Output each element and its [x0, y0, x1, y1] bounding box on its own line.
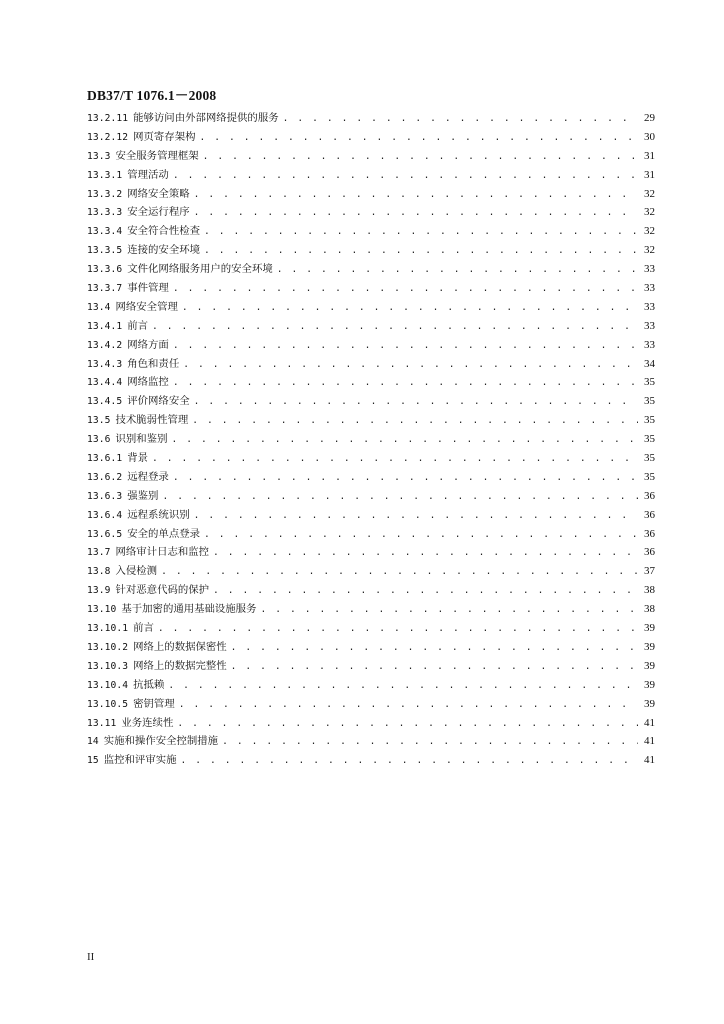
toc-entry-number: 13.8 [87, 566, 111, 578]
toc-entry[interactable] [87, 166, 655, 185]
toc-entry[interactable] [87, 676, 655, 695]
toc-dot-leader [204, 526, 638, 545]
toc-entry-title: 业务连续性 [121, 716, 174, 729]
toc-entry-page: 34 [644, 357, 655, 370]
toc-entry[interactable] [87, 317, 655, 336]
toc-entry-page: 32 [644, 187, 655, 200]
toc-dot-leader [177, 715, 638, 734]
toc-entry[interactable] [87, 487, 655, 506]
toc-entry-number: 14 [87, 736, 99, 748]
table-of-contents [87, 109, 655, 770]
toc-entry-number: 13.3.5 [87, 245, 123, 257]
toc-entry-page: 29 [644, 112, 655, 124]
toc-entry-number: 13.4 [87, 301, 111, 313]
toc-dot-leader [173, 167, 638, 186]
toc-entry-title: 基于加密的通用基础设施服务 [121, 603, 257, 616]
toc-entry-number: 13.4.3 [87, 358, 123, 370]
toc-entry-page: 33 [644, 282, 655, 295]
toc-entry-number: 13.9 [87, 585, 111, 597]
toc-dot-leader [181, 752, 639, 771]
toc-entry-title: 入侵检测 [115, 565, 158, 578]
toc-entry[interactable] [87, 392, 655, 411]
toc-entry[interactable] [87, 430, 655, 449]
toc-entry-title: 网络安全管理 [115, 300, 178, 313]
toc-entry[interactable] [87, 147, 655, 166]
toc-dot-leader [222, 733, 638, 752]
toc-entry-title: 网页寄存架构 [133, 130, 196, 143]
toc-entry-page: 36 [644, 489, 655, 502]
toc-dot-leader [231, 639, 638, 658]
toc-entry-page: 30 [644, 130, 655, 143]
toc-entry-page: 41 [644, 716, 655, 729]
toc-dot-leader [277, 261, 638, 280]
toc-entry-title: 远程系统识别 [127, 508, 190, 521]
toc-dot-leader [194, 204, 638, 223]
toc-dot-leader [260, 601, 638, 620]
toc-entry-number: 13.10.5 [87, 698, 129, 710]
toc-dot-leader [204, 242, 638, 261]
toc-entry-number: 13.6.5 [87, 528, 123, 540]
toc-entry-number: 13.10 [87, 604, 117, 616]
toc-entry-number: 13.4.2 [87, 339, 123, 351]
toc-entry[interactable] [87, 543, 655, 562]
toc-entry-page: 35 [644, 452, 655, 465]
toc-dot-leader [171, 431, 638, 450]
toc-entry-title: 网络监控 [127, 376, 169, 389]
toc-entry-title: 识别和鉴别 [115, 433, 168, 446]
toc-entry[interactable] [87, 222, 655, 241]
toc-entry-page: 37 [644, 565, 655, 578]
toc-entry[interactable] [87, 751, 655, 770]
toc-entry-page: 39 [644, 678, 655, 691]
toc-dot-leader [194, 393, 638, 412]
toc-entry-number: 13.7 [87, 547, 111, 559]
toc-entry-title: 实施和操作安全控制措施 [103, 735, 219, 748]
toc-entry-number: 13.3.4 [87, 226, 123, 238]
toc-dot-leader [194, 507, 638, 526]
toc-dot-leader [204, 223, 638, 242]
toc-entry-number: 13.2.11 [87, 113, 129, 124]
toc-dot-leader [152, 318, 638, 337]
toc-entry-title: 网络安全策略 [127, 187, 190, 200]
toc-entry-title: 角色和责任 [127, 357, 180, 370]
document-id-header: DB37/T 1076.1－2008 [87, 88, 217, 103]
toc-entry-page: 36 [644, 546, 655, 559]
toc-entry-page: 41 [644, 754, 655, 767]
toc-entry-page: 39 [644, 659, 655, 672]
toc-entry-number: 13.10.4 [87, 679, 129, 691]
toc-entry[interactable] [87, 298, 655, 317]
toc-entry[interactable] [87, 562, 655, 581]
page-number: II [87, 951, 95, 963]
toc-entry-page: 35 [644, 433, 655, 446]
toc-entry-number: 13.3.3 [87, 207, 123, 219]
toc-entry[interactable] [87, 600, 655, 619]
toc-entry-title: 强鉴别 [127, 489, 159, 502]
toc-entry-number: 13.4.1 [87, 320, 123, 332]
toc-dot-leader [168, 677, 638, 696]
toc-entry-title: 网络审计日志和监控 [115, 546, 210, 559]
toc-entry-number: 13.6.1 [87, 453, 123, 465]
toc-entry-number: 13.5 [87, 415, 111, 427]
toc-entry-number: 13.3.6 [87, 264, 123, 276]
toc-entry-title: 连接的安全环境 [127, 244, 200, 257]
toc-entry-number: 13.3.7 [87, 283, 123, 295]
toc-entry-number: 13.4.4 [87, 377, 123, 389]
toc-entry[interactable] [87, 638, 655, 657]
toc-entry-page: 32 [644, 244, 655, 257]
toc-dot-leader [192, 412, 638, 431]
toc-entry-title: 网络方面 [127, 338, 169, 351]
toc-entry[interactable] [87, 373, 655, 392]
toc-entry-number: 13.3.1 [87, 169, 123, 181]
toc-dot-leader [183, 356, 638, 375]
toc-entry-title: 安全服务管理框架 [115, 149, 199, 162]
toc-entry-number: 13.10.2 [87, 641, 129, 653]
toc-entry-number: 13.11 [87, 717, 117, 729]
toc-entry[interactable] [87, 581, 655, 600]
toc-entry[interactable] [87, 449, 655, 468]
toc-entry-page: 39 [644, 697, 655, 710]
toc-dot-leader [213, 582, 638, 601]
toc-entry-title: 密钥管理 [133, 697, 175, 710]
toc-entry-number: 13.3 [87, 150, 111, 162]
toc-entry[interactable] [87, 355, 655, 374]
toc-entry-title: 前言 [127, 319, 149, 332]
toc-entry[interactable] [87, 732, 655, 751]
toc-dot-leader [231, 658, 638, 677]
toc-entry-title: 抗抵赖 [133, 678, 165, 691]
toc-entry[interactable] [87, 411, 655, 430]
toc-entry[interactable] [87, 336, 655, 355]
toc-entry-number: 13.6.4 [87, 509, 123, 521]
toc-entry-title: 文件化网络服务用户的安全环境 [127, 263, 273, 276]
toc-entry-title: 安全运行程序 [127, 206, 190, 219]
toc-entry-number: 13.4.5 [87, 396, 123, 408]
toc-entry-page: 38 [644, 584, 655, 597]
toc-entry-title: 远程登录 [127, 470, 169, 483]
toc-dot-leader [213, 544, 638, 563]
toc-entry[interactable] [87, 241, 655, 260]
toc-entry-title: 安全符合性检查 [127, 225, 200, 238]
toc-entry-title: 管理活动 [127, 168, 169, 181]
toc-entry-page: 39 [644, 640, 655, 653]
toc-entry[interactable] [87, 185, 655, 204]
toc-dot-leader [283, 110, 638, 129]
toc-entry-number: 13.10.1 [87, 623, 129, 635]
toc-entry-number: 13.6.3 [87, 490, 123, 502]
toc-entry-page: 36 [644, 508, 655, 521]
toc-dot-leader [194, 186, 638, 205]
toc-entry-number: 13.10.3 [87, 660, 129, 672]
toc-entry[interactable] [87, 279, 655, 298]
toc-entry-title: 安全的单点登录 [127, 527, 200, 540]
toc-entry-page: 41 [644, 735, 655, 748]
toc-entry-number: 13.2.12 [87, 131, 129, 143]
toc-entry-title: 网络上的数据保密性 [133, 640, 227, 653]
toc-entry-page: 33 [644, 319, 655, 332]
toc-dot-leader [173, 280, 638, 299]
toc-entry-page: 35 [644, 376, 655, 389]
toc-entry[interactable] [87, 695, 655, 714]
toc-entry-page: 31 [644, 168, 655, 181]
toc-entry-number: 15 [87, 755, 99, 767]
toc-entry-title: 针对恶意代码的保护 [115, 584, 210, 597]
toc-entry-page: 32 [644, 225, 655, 238]
toc-entry-number: 13.6 [87, 434, 111, 446]
toc-entry-page: 32 [644, 206, 655, 219]
toc-entry[interactable] [87, 109, 655, 128]
toc-dot-leader [199, 129, 638, 148]
toc-entry-title: 技术脆弱性管理 [115, 414, 189, 427]
toc-dot-leader [162, 488, 638, 507]
toc-dot-leader [173, 374, 638, 393]
toc-entry-number: 13.6.2 [87, 471, 123, 483]
toc-entry-number: 13.3.2 [87, 188, 123, 200]
toc-entry-page: 39 [644, 622, 655, 635]
toc-dot-leader [173, 337, 638, 356]
toc-entry-title: 背景 [127, 452, 149, 465]
toc-entry-page: 33 [644, 263, 655, 276]
toc-dot-leader [158, 620, 638, 639]
toc-entry[interactable] [87, 525, 655, 544]
toc-dot-leader [179, 696, 638, 715]
toc-entry-page: 35 [644, 395, 655, 408]
toc-entry[interactable] [87, 468, 655, 487]
toc-entry-title: 能够访问由外部网络提供的服务 [133, 112, 279, 124]
toc-entry[interactable] [87, 714, 655, 733]
toc-entry-page: 36 [644, 527, 655, 540]
toc-dot-leader [173, 469, 638, 488]
toc-entry[interactable] [87, 203, 655, 222]
toc-entry-page: 38 [644, 603, 655, 616]
toc-entry-page: 31 [644, 149, 655, 162]
toc-dot-leader [152, 450, 638, 469]
toc-entry-title: 前言 [133, 622, 154, 635]
toc-entry-title: 评价网络安全 [127, 395, 190, 408]
toc-entry-title: 监控和评审实施 [103, 754, 177, 767]
toc-entry[interactable] [87, 657, 655, 676]
toc-dot-leader [182, 299, 638, 318]
toc-entry-page: 35 [644, 470, 655, 483]
toc-entry-title: 网络上的数据完整性 [133, 659, 227, 672]
toc-entry[interactable] [87, 260, 655, 279]
toc-entry-title: 事件管理 [127, 282, 169, 295]
toc-entry[interactable] [87, 128, 655, 147]
toc-entry[interactable] [87, 619, 655, 638]
toc-entry-page: 33 [644, 300, 655, 313]
toc-entry[interactable] [87, 506, 655, 525]
toc-dot-leader [203, 148, 638, 167]
toc-entry-page: 35 [644, 414, 655, 427]
toc-dot-leader [161, 563, 638, 582]
toc-entry-page: 33 [644, 338, 655, 351]
